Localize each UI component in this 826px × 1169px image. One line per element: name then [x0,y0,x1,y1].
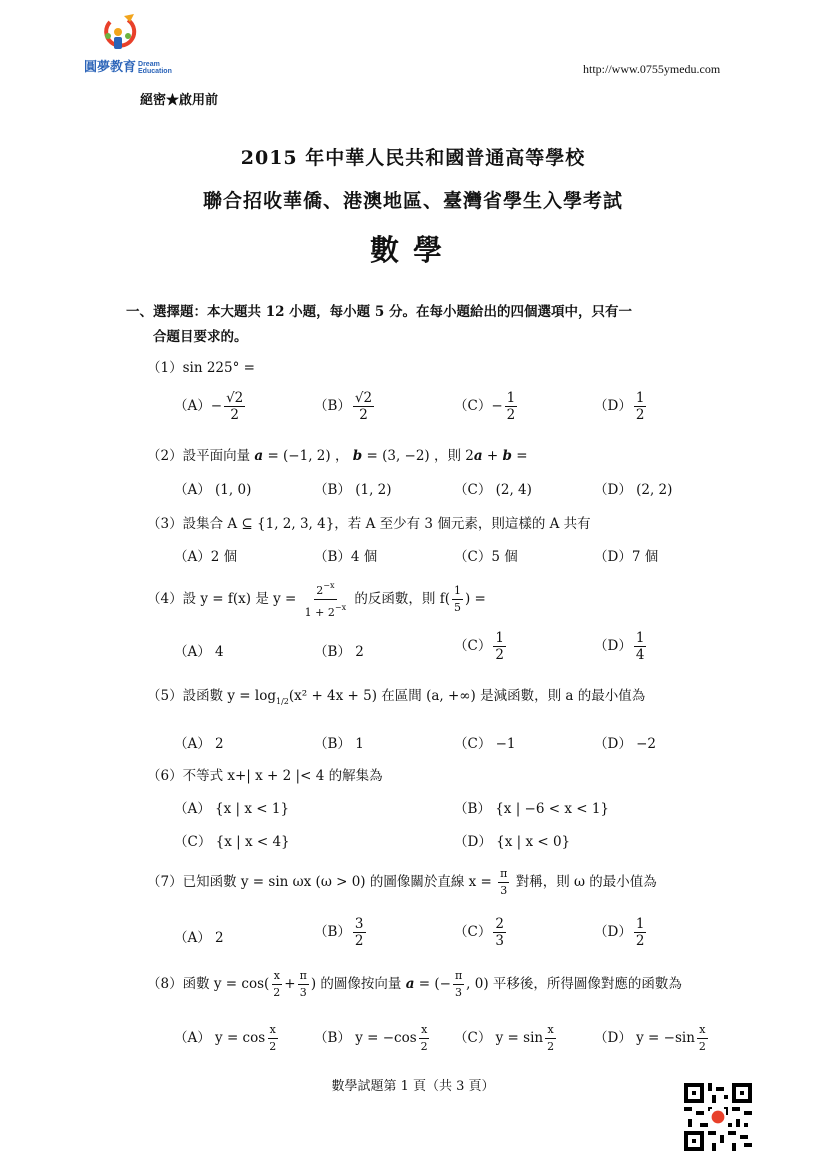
subject-title: 數學 [369,233,456,267]
q8-option-b[interactable]: （B） y = −cos $\frac{x}{2}$ [314,1023,428,1053]
section-heading-cont: 合題目要求的。 [153,329,248,345]
q1-option-c[interactable]: （C）− $\frac{1}{2}$ [454,390,516,423]
q7-option-b[interactable]: （B） $\frac{3}{2}$ [314,916,364,949]
question-3: （3）設集合 A ⊆ {1, 2, 3, 4}，若 A 至少有 3 個元素，則這樣的 A 共有 [147,516,591,532]
q4-option-d[interactable]: （D） $\frac{1}{4}$ [594,630,645,663]
q-number: （1） [147,360,183,376]
q3-option-c[interactable]: （C）5 個 [454,549,518,565]
q2-option-a[interactable]: （A） (1, 0) [174,482,252,498]
q1-option-b[interactable]: （B） $\frac{√2}{2}$ [314,390,373,423]
q6-option-d[interactable]: （D） {x | x < 0} [454,834,571,850]
exam-title-line2: 聯合招收華僑、港澳地區、臺灣省學生入學考試 [202,190,623,212]
secret-label: 絕密★啟用前 [140,93,219,108]
q3-option-d[interactable]: （D）7 個 [594,549,659,565]
logo-name: 圓夢教育 [84,59,137,74]
q5-option-d[interactable]: （D） −2 [594,736,657,752]
question-6: （6）不等式 x+| x + 2 |< 4 的解集為 [147,768,383,784]
q8-option-a[interactable]: （A） y = cos $\frac{x}{2}$ [174,1023,277,1053]
question-7: （7）已知函數 y = sin ωx (ω > 0) 的圖像關於直線 x = $\frac{\pi}{3}$ 對稱，則 ω 的最小值為 [147,867,657,897]
q4-option-a[interactable]: （A） 4 [174,644,224,660]
q5-option-a[interactable]: （A） 2 [174,736,224,752]
q7-option-c[interactable]: （C） $\frac{2}{3}$ [454,916,504,949]
question-5: （5）設函數 $y = \log_{1/2}(x^2 + 4x + 5)$ 在區間 (a, +∞) 是減函數，則 a 的最小值為 [147,688,646,706]
question-1 [147,356,255,376]
page-footer: 數學試題第 1 頁（共 3 頁） [331,1079,495,1094]
q2-option-b[interactable]: （B） (1, 2) [314,482,392,498]
question-4: （4）設 y = f(x) 是 y = $\frac{2^{-x}}{1 + 2^{-x}}$ 的反函數，則 f( $\frac{1}{5}$ ) = [147,578,486,621]
q7-option-a[interactable]: （A） 2 [174,930,224,946]
q8-option-c[interactable]: （C） y = sin $\frac{x}{2}$ [454,1023,555,1053]
q5-option-c[interactable]: （C） −1 [454,736,516,752]
site-url[interactable]: http://www.0755ymedu.com [583,62,721,76]
logo-sub-1: Dream [138,60,160,68]
section-heading: 一、選擇題：本大題共 12 小題，每小題 5 分。在每小題給出的四個選項中，只有一 [126,304,632,320]
logo-sub-2: Education [138,67,172,75]
q8-option-d[interactable]: （D） y = −sin $\frac{x}{2}$ [594,1023,706,1053]
q4-option-b[interactable]: （B） 2 [314,644,364,660]
q1-option-a[interactable]: （A）− $\frac{√2}{2}$ [174,390,244,423]
question-8: （8）函數 y = cos( $\frac{x}{2}$ + $\frac{\pi}{3}$ ) 的圖像按向量 a = (− $\frac{\pi}{3}$ , 0) 平移後，所得圖像對應的函數為 [147,969,682,999]
q6-option-c[interactable]: （C） {x | x < 4} [174,834,290,850]
q5-option-b[interactable]: （B） 1 [314,736,364,752]
q7-option-d[interactable]: （D） $\frac{1}{2}$ [594,916,645,949]
logo-text [84,56,172,75]
qr-code-icon [684,1083,752,1151]
q2-option-c[interactable]: （C） (2, 4) [454,482,532,498]
q1-option-d[interactable]: （D） $\frac{1}{2}$ [594,390,645,423]
q4-option-c[interactable]: （C） $\frac{1}{2}$ [454,630,504,663]
q3-option-a[interactable]: （A）2 個 [174,549,238,565]
q3-option-b[interactable]: （B）4 個 [314,549,378,565]
q6-option-b[interactable]: （B） {x | −6 < x < 1} [454,801,610,817]
exam-title-line1: 2015 年中華人民共和國普通高等學校 [240,147,586,169]
question-2: （2）設平面向量 a = (−1, 2) ， b = (3, −2) ，則 2a + b = [147,448,528,464]
q2-option-d[interactable]: （D） (2, 2) [594,482,673,498]
q6-option-a[interactable]: （A） {x | x < 1} [174,801,290,817]
q-text: sin 225° = [182,360,255,376]
